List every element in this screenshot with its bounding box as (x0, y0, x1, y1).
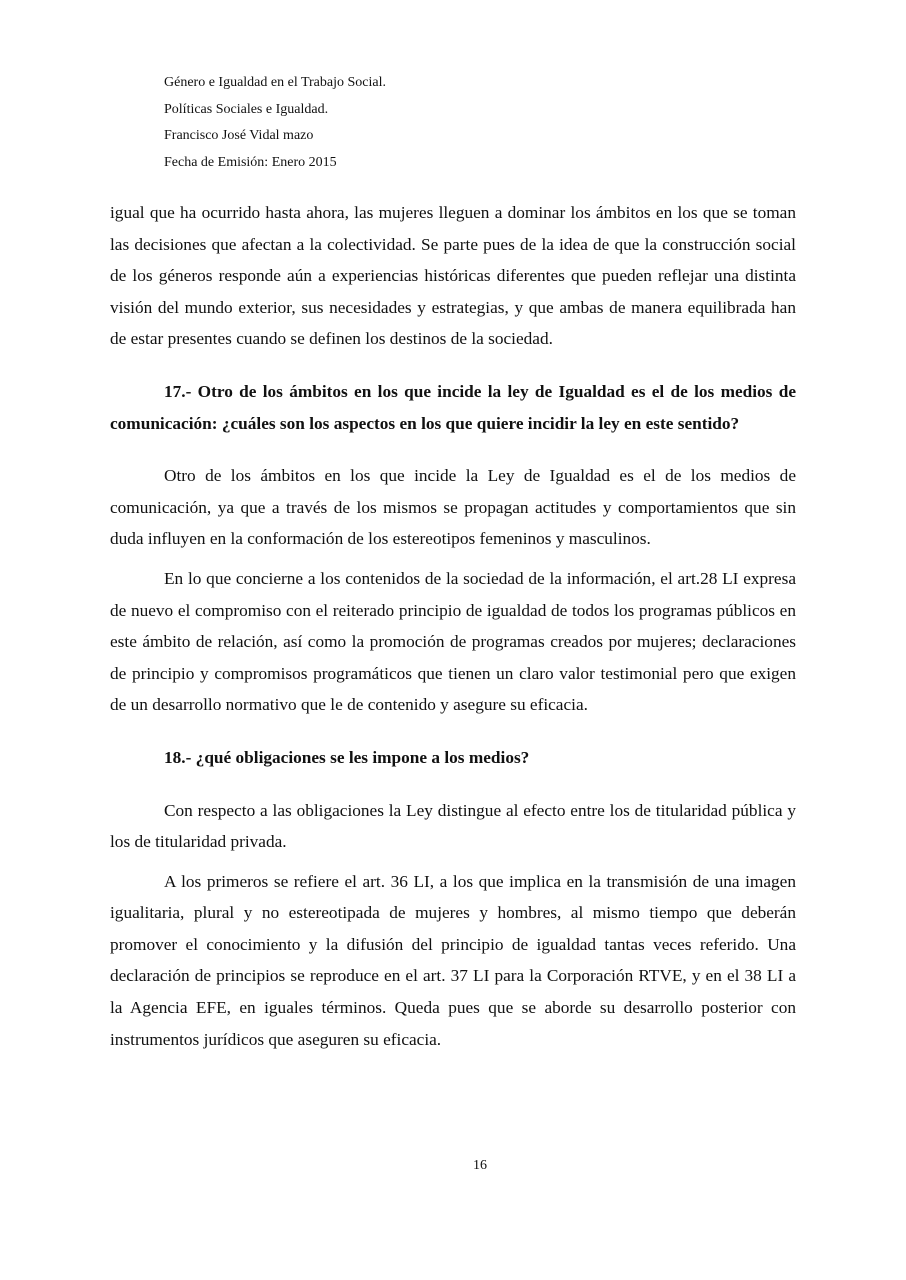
header-issue-date: Fecha de Emisión: Enero 2015 (164, 154, 337, 170)
answer-17-paragraph-2: En lo que concierne a los contenidos de la sociedad de la información, el art.28 LI expresa de nuevo el compromiso con el reiterado principio de igualdad de todos los programas públicos en este ámbito de relación, así como la promoción de programas creados por mujeres; declaraciones de principio y compromisos programáticos que tienen un claro valor testimonial pero que exigen de un desarrollo normativo que le de contenido y asegure su eficacia. (110, 568, 796, 715)
answer-18-paragraph-2: A los primeros se refiere el art. 36 LI, a los que implica en la transmisión de una imagen igualitaria, plural y no estereotipada de mujeres y hombres, al mismo tiempo que deberán promover el conocimiento y la difusión del principio de igualdad tantas veces referido. Una declaración de principios se reproduce en el art. 37 LI para la Corporación RTVE, y en el 38 LI a la Agencia EFE, en iguales términos. Queda pues que se aborde su desarrollo posterior con instrumentos jurídicos que aseguren su eficacia. (110, 871, 796, 1049)
question-17-heading: 17.- Otro de los ámbitos en los que incide la ley de Igualdad es el de los medios de comunicación: ¿cuáles son los aspectos en los que quiere incidir la ley en este sentido? (110, 381, 796, 433)
question-18-heading: 18.- ¿qué obligaciones se les impone a los medios? (164, 747, 530, 767)
document-body (110, 197, 796, 1055)
header-course-title: Género e Igualdad en el Trabajo Social. (164, 75, 386, 90)
header-subject: Políticas Sociales e Igualdad. (164, 101, 329, 117)
paragraph-continuation: igual que ha ocurrido hasta ahora, las mujeres lleguen a dominar los ámbitos en los que se toman las decisiones que afectan a la colectividad. Se parte pues de la idea de que la construcción social de los géneros responde aún a experiencias históricas diferentes que pueden reflejar una distinta visión del mundo exterior, sus necesidades y estrategias, y que ambas de manera equilibrada han de estar presentes cuando se definen los destinos de la sociedad. (110, 203, 796, 349)
header-author: Francisco José Vidal mazo (164, 128, 314, 143)
answer-17-paragraph-1: Otro de los ámbitos en los que incide la Ley de Igualdad es el de los medios de comunicación, ya que a través de los mismos se propagan actitudes y comportamientos que sin duda influyen en la conformación de los estereotipos femeninos y masculinos. (110, 466, 796, 549)
document-header (164, 70, 386, 176)
page-number: 16 (473, 1158, 487, 1173)
answer-18-paragraph-1: Con respecto a las obligaciones la Ley distingue al efecto entre los de titularidad pública y los de titularidad privada. (110, 800, 796, 852)
